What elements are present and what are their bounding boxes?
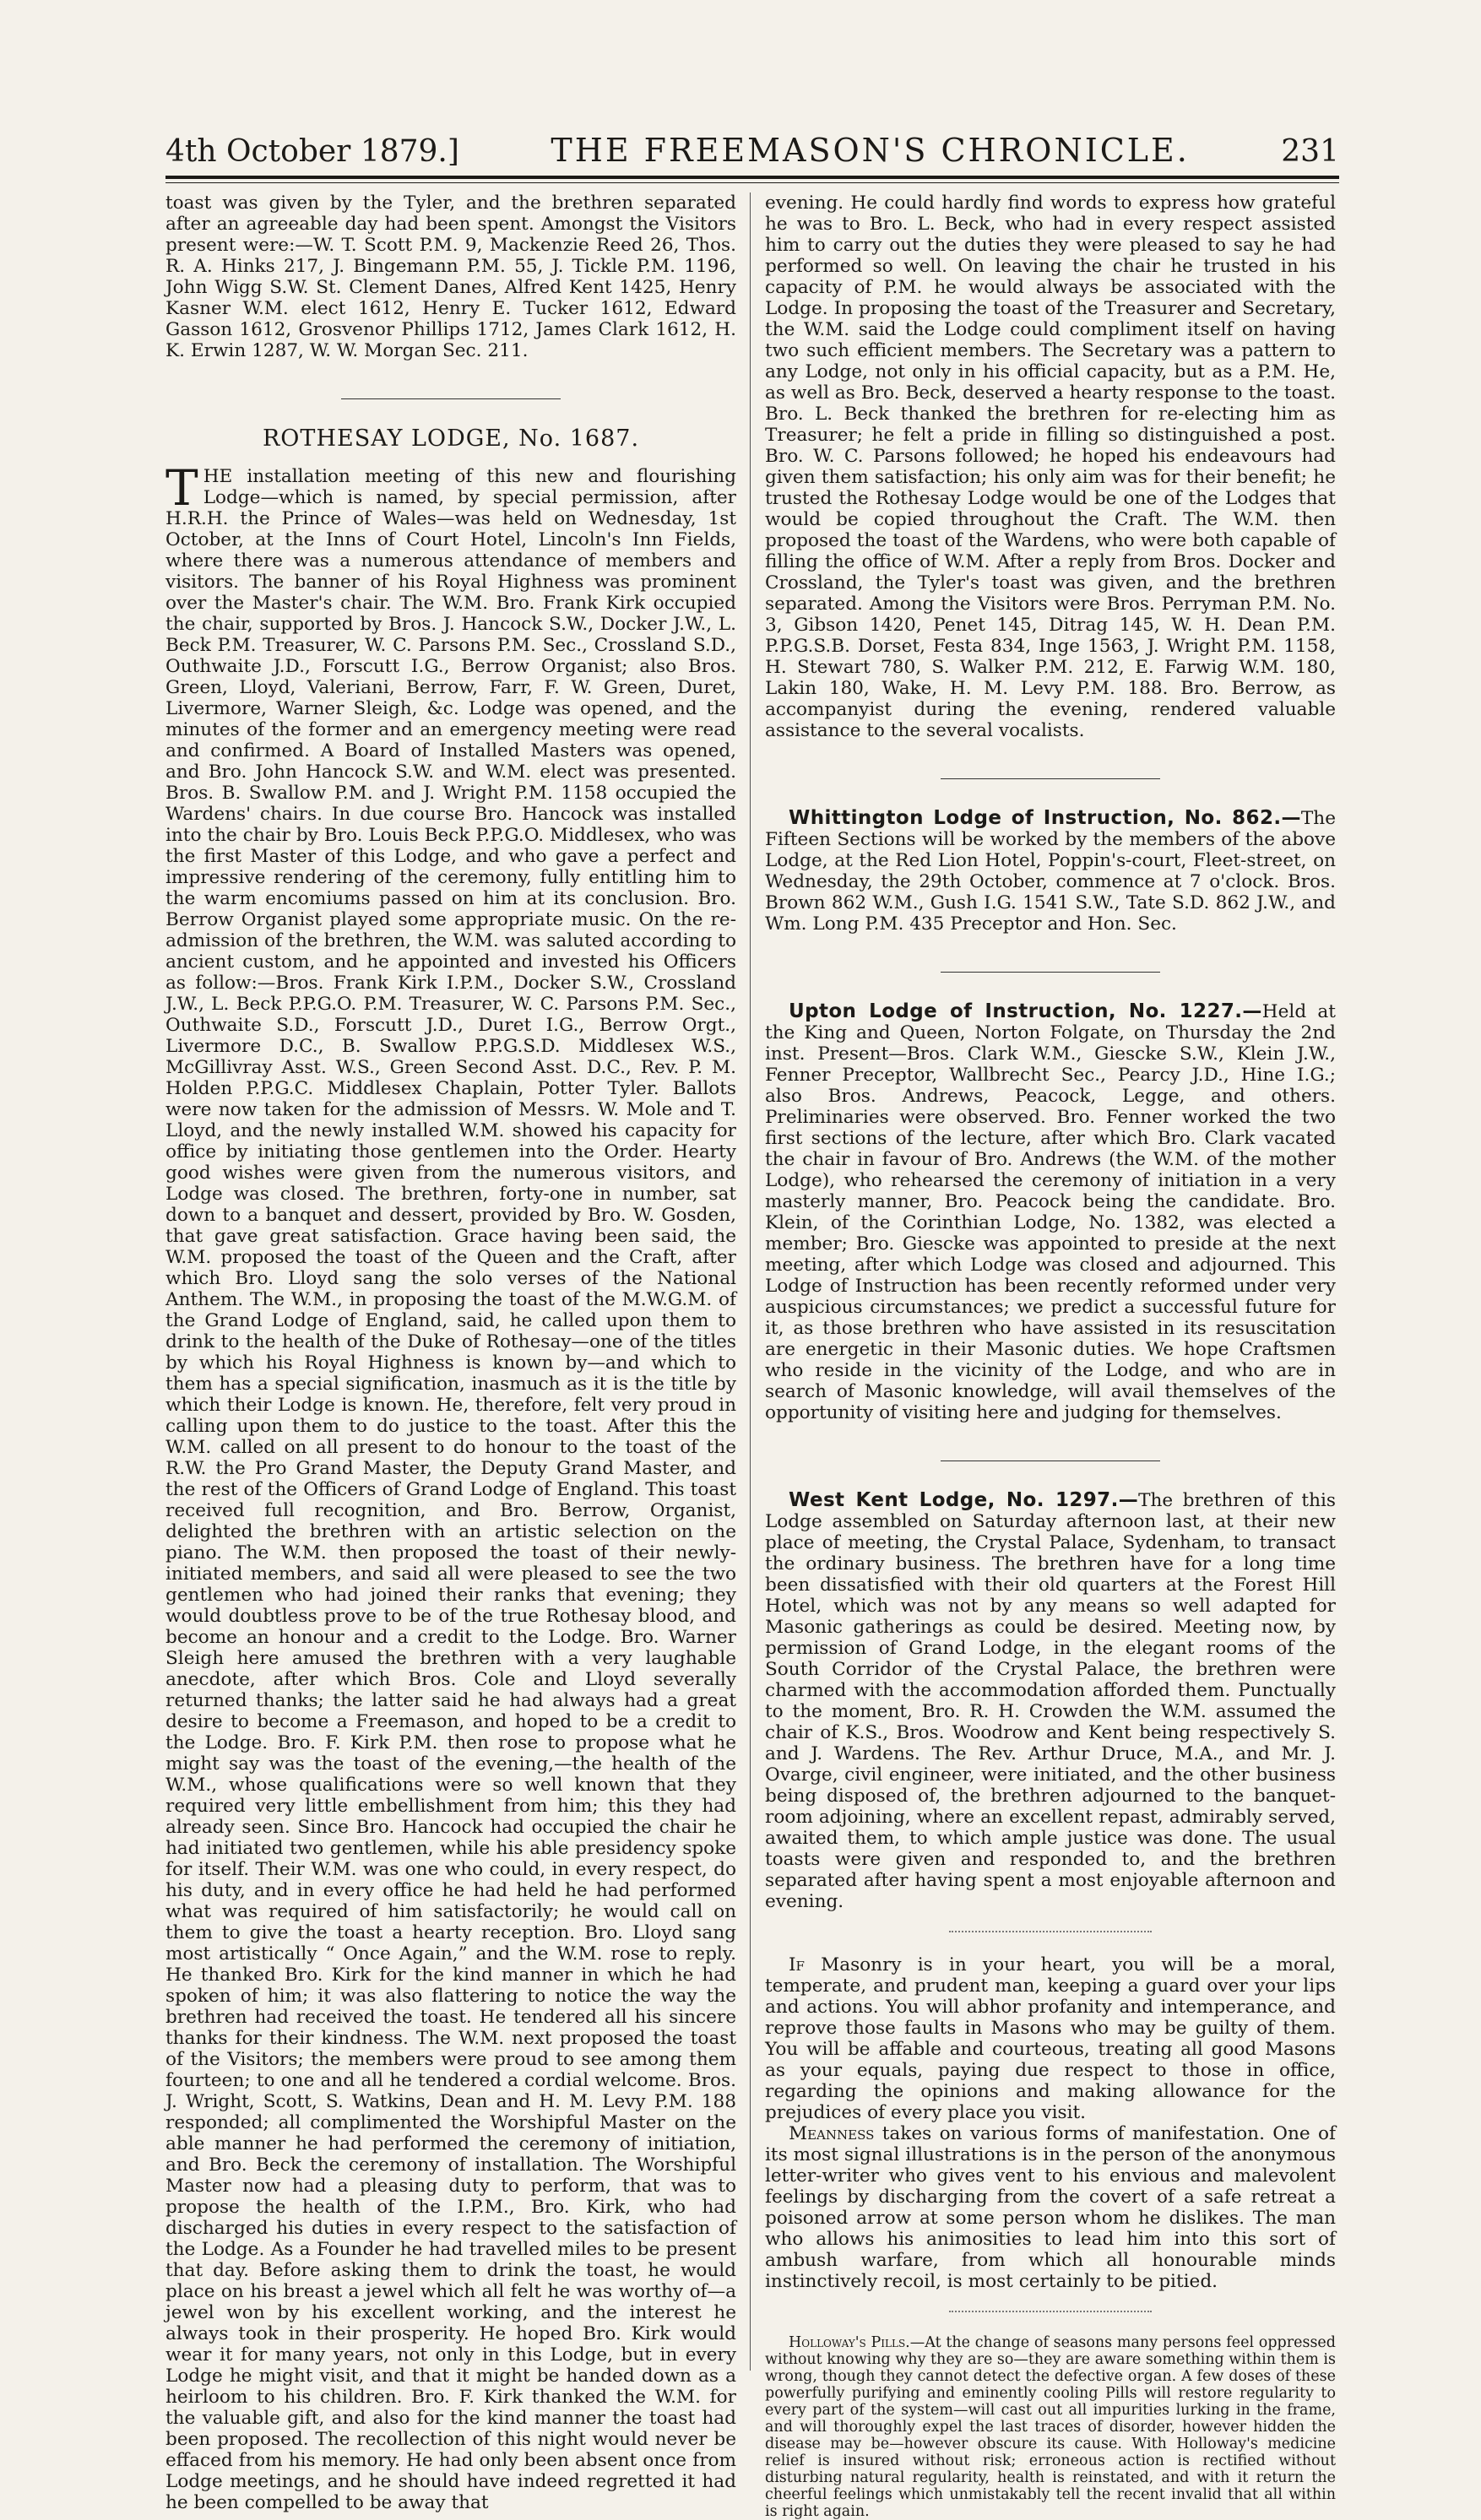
whittington-lodge-body: The Fifteen Sections will be worked by the members of the above Lodge, at the Red Lion Hotel, Poppin's-court, Fleet-street, on Wednesday, the 29th October, commence at 7 o'clock. Bros. Brown 862 W.M., Gush I.G. 1541 S.W., Tate S.D. 862 J.W., and Wm. Long P.M. 435 Preceptor and Hon. Sec.: [765, 808, 1336, 935]
rothesay-lodge-body: HE installation meeting of this new and flourishing Lodge—which is named, by special permission, after H.R.H. the Prince of Wales—was held on Wednesday, 1st October, at the Inns of Court Hotel, Lincoln's Inn Fields, where there was a numerous attendance of members and visitors. The banner of his Royal Highness was prominent over the Master's chair. The W.M. Bro. Frank Kirk occupied the chair, supported by Bros. J. Hancock S.W., Docker J.W., L. Beck P.M. Treasurer, W. C. Parsons P.M. Sec., Crossland S.D., Outhwaite J.D., Forscutt I.G., Berrow Organist; also Bros. Green, Lloyd, Valeriani, Berrow, Farr, F. W. Green, Duret, Livermore, Warner Sleigh, &c. Lodge was opened, and the minutes of the former and an emergency meeting were read and confirmed. A Board of Installed Masters was opened, and Bro. John Hancock S.W. and W.M. elect was presented. Bros. B. Swallow P.M. and J. Wright P.M. 1158 occupied the Wardens' chairs. In due course Bro. Hancock was installed into the chair by Bro. Louis Beck P.P.G.O. Middlesex, who was the first Master of this Lodge, and who gave a perfect and impressive rendering of the ceremony, fully entitling him to the warm encomiums passed on him at its conclusion. Bro. Berrow Organist played some appropriate music. On the re-admission of the brethren, the W.M. was saluted according to ancient custom, and he appointed and invested his Officers as follow:—Bros. Frank Kirk I.P.M., Docker S.W., Crossland J.W., L. Beck P.P.G.O. P.M. Treasurer, W. C. Parsons P.M. Sec., Outhwaite S.D., Forscutt J.D., Duret I.G., Berrow Orgt., Livermore D.C., B. Swallow P.P.G.S.D. Middlesex W.S., McGillivray Asst. W.S., Green Second Asst. D.C., Rev. P. M. Holden P.P.G.C. Middlesex Chaplain, Potter Tyler. Ballots were now taken for the admission of Messrs. W. Mole and T. Lloyd, and the newly installed W.M. showed his capacity for office by initiating those gentlemen into the Order. Hearty good wishes were given from the numerous visitors, and Lodge was closed. The brethren, forty-one in number, sat down to a banquet and dessert, provided by Bro. W. Gosden, that gave great satisfaction. Grace having been said, the W.M. proposed the toast of the Queen and the Craft, after which Bro. Lloyd sang the solo verses of the National Anthem. The W.M., in proposing the toast of the M.W.G.M. of the Grand Lodge of England, said, he called upon them to drink to the health of the Duke of Rothesay—one of the titles by which his Royal Highness is known by—and which to them has a special signification, inasmuch as it is the title by which their Lodge is known. He, therefore, felt very proud in calling upon them to do justice to the toast. After this the W.M. called on all present to do honour to the toast of the R.W. the Pro Grand Master, the Deputy Grand Master, and the rest of the Officers of Grand Lodge of England. This toast received full recognition, and Bro. Berrow, Organist, delighted the brethren with an artistic selection on the piano. The W.M. then proposed the toast of their newly-initiated members, and said all were pleased to see the two gentlemen who had joined their ranks that evening; they would doubtless prove to be of the true Rothesay blood, and become an honour and a credit to the Lodge. Bro. Warner Sleigh here amused the brethren with a very laughable anecdote, after which Bros. Cole and Lloyd severally returned thanks; the latter said he had always had a great desire to become a Freemason, and hoped to be a credit to the Lodge. Bro. F. Kirk P.M. then rose to propose what he might say was the toast of the evening,—the health of the W.M., whose qualifications were so well known that they required very little embellishment from him; this they had already seen. Since Bro. Hancock had occupied the chair he had initiated two gentlemen, while his able presidency spoke for itself. Their W.M. was one who could, in every respect, do his duty, and in every office he had held he had performed what was required of him satisfactorily; he would call on them to give the toast a hearty reception. Bro. Lloyd sang most artistically “ Once Again,” and the W.M. rose to reply. He thanked Bro. Kirk for the kind manner in which he had spoken of him; it was also flattering to notice the way the brethren had received the toast. He tendered all his sincere thanks for their kindness. The W.M. next proposed the toast of the Visitors; the members were proud to see among them fourteen; to one and all he tendered a cordial welcome. Bros. J. Wright, Scott, S. Watkins, Dean and H. M. Levy P.M. 188 responded; all complimented the Worshipful Master on the able manner he had performed the ceremony of initiation, and Bro. Beck the ceremony of installation. The Worshipful Master now had a pleasing duty to perform, that was to propose the health of the I.P.M., Bro. Kirk, who had discharged his duties in every respect to the satisfaction of the Lodge. As a Founder he had travelled miles to be present that day. Before asking them to drink the toast, he would place on his breast a jewel which all felt he was worthy of—a jewel won by his excellent working, and the interest he always took in their prosperity. He hoped Bro. Kirk would wear it for many years, not only in this Lodge, but in every Lodge he might visit, and that it might be handed down as a heirloom to his children. Bro. F. Kirk thanked the W.M. for the valuable gift, and also for the kind manner the toast had been proposed. The recollection of this night would never be effaced from his memory. He had only been absent once from Lodge meetings, and he should have indeed regretted it had he been compelled to be away that: [165, 466, 736, 2513]
masonry-lead: If: [789, 1954, 805, 1975]
whittington-lodge-notice: [765, 808, 1336, 935]
masonry-paragraph: [765, 1954, 1336, 2123]
holloway-advertisement: [765, 2334, 1336, 2520]
rothesay-lodge-heading: ROTHESAY LODGE, No. 1687.: [262, 425, 640, 452]
meanness-paragraph: [765, 2123, 1336, 2292]
page-number: 231: [1281, 134, 1339, 169]
section-divider: [341, 398, 561, 399]
rothesay-lodge-report: [165, 459, 736, 2513]
west-kent-lodge-heading: West Kent Lodge, No. 1297.—: [789, 1489, 1139, 1511]
holloway-body: —At the change of seasons many persons feel oppressed without knowing why they are so—they are aware something within them is wrong, though they cannot detect the defective organ. A few doses of these powerfully purifying and eminently cooling Pills will restore regularity to every part of the system—will cast out all impurities lurking in the frame, and will thoroughly expel the last traces of disorder, however hidden the disease may be—however obscure its cause. With Holloway's medicine relief is insured without risk; erroneous action is rectified without disturbing natural regularity, health is reinstated, and with it return the cheerful feelings which unmistakably tell the recent invalid that all within is right again.: [765, 2334, 1336, 2520]
dotted-divider: [949, 1931, 1152, 1932]
right-column: [765, 192, 1336, 2520]
left-column: [165, 192, 736, 2513]
meanness-lead: Meanness: [789, 2123, 875, 2144]
whittington-lodge-heading: Whittington Lodge of Instruction, No. 862.—: [789, 807, 1301, 829]
west-kent-lodge-notice: [765, 1490, 1336, 1912]
upton-lodge-body: Held at the King and Queen, Norton Folgate, on Thursday the 2nd inst. Present—Bros. Clark W.M., Giescke S.W., Klein J.W., Fenner Preceptor, Wallbrecht Sec., Pearcy J.D., Hine I.G.; also Bros. Andrews, Peacock, Legge, and others. Preliminaries were observed. Bro. Fenner worked the two first sections of the lecture, after which Bro. Clark vacated the chair in favour of Bro. Andrews (the W.M. of the mother Lodge), who rehearsed the ceremony of initiation in a very masterly manner, Bro. Peacock being the candidate. Bro. Klein, of the Corinthian Lodge, No. 1382, was elected a member; Bro. Giescke was appointed to preside at the next meeting, after which Lodge was closed and adjourned. This Lodge of Instruction has been recently reformed under very auspicious circumstances; we predict a successful future for it, as those brethren who have assisted in its resuscitation are energetic in their Masonic duties. We hope Craftsmen who reside in the vicinity of the Lodge, and who are in search of Masonic knowledge, will avail themselves of the opportunity of visiting here and judging for themselves.: [765, 1001, 1336, 1423]
rothesay-report-continuation: evening. He could hardly find words to express how grateful he was to Bro. L. Beck, who had in every respect assisted him to carry out the duties they were pleased to say he had performed so well. On leaving the chair he trusted in his capacity of P.M. he would always be associated with the Lodge. In proposing the toast of the Treasurer and Secretary, the W.M. said the Lodge could compliment itself on having two such efficient members. The Secretary was a pattern to any Lodge, not only in his official capacity, but as a P.M. He, as well as Bro. Beck, deserved a hearty response to the toast. Bro. L. Beck thanked the brethren for re-electing him as Treasurer; he felt a pride in filling so distinguished a post. Bro. W. C. Parsons followed; he hoped his endeavours had given them satisfaction; his only aim was for their benefit; he trusted the Rothesay Lodge would be one of the Lodges that would be copied throughout the Craft. The W.M. then proposed the toast of the Wardens, who were both capable of filling the office of W.M. After a reply from Bros. Docker and Crossland, the Tyler's toast was given, and the brethren separated. Among the Visitors were Bros. Perryman P.M. No. 3, Gibson 1420, Penet 145, Ditrag 145, W. H. Dean P.M. P.P.G.S.B. Dorset, Festa 834, Inge 1563, J. Wright P.M. 1158, H. Stewart 780, S. Walker P.M. 212, E. Farwig W.M. 180, Lakin 180, Wake, H. M. Levy P.M. 188. Bro. Berrow, as accompanyist during the evening, rendered valuable assistance to the several vocalists.: [765, 192, 1336, 741]
drop-cap: T: [165, 459, 198, 517]
previous-report-ending: toast was given by the Tyler, and the brethren separated after an agreeable day had been spent. Amongst the Visitors present were:—W. T. Scott P.M. 9, Mackenzie Reed 26, Thos. R. A. Hinks 217, J. Bingemann P.M. 55, J. Tickle P.M. 1196, John Wigg S.W. St. Clement Danes, Alfred Kent 1425, Henry Kasner W.M. elect 1612, Henry E. Tucker 1612, Edward Gasson 1612, Grosvenor Phillips 1712, James Clark 1612, H. K. Erwin 1287, W. W. Morgan Sec. 211.: [165, 192, 736, 361]
upton-lodge-notice: [765, 1001, 1336, 1423]
issue-date: 4th October 1879.]: [165, 134, 459, 169]
masonry-body: Masonry is in your heart, you will be a moral, temperate, and prudent man, keeping a guard over your lips and actions. You will abhor profanity and intemperance, and reprove those faults in Masons who may be guilty of them. You will be affable and courteous, treating all good Masons as your equals, paying due respect to those in office, regarding the opinions and making allowance for the prejudices of every place you visit.: [765, 1954, 1336, 2123]
meanness-body: takes on various forms of manifestation. One of its most signal illustrations is in the person of the anonymous letter-writer who gives vent to his envious and malevolent feelings by discharging from the covert of a safe retreat a poisoned arrow at some person whom he dislikes. The man who allows his animosities to lead him into this sort of ambush warfare, from which all honourable minds instinctively recoil, is most certainly to be pitied.: [765, 2123, 1336, 2292]
publication-title: THE FREEMASON'S CHRONICLE.: [551, 132, 1190, 169]
upton-lodge-heading: Upton Lodge of Instruction, No. 1227.—: [789, 1000, 1262, 1022]
west-kent-lodge-body: The brethren of this Lodge assembled on Saturday afternoon last, at their new place of meeting, the Crystal Palace, Sydenham, to transact the ordinary business. The brethren have for a long time been dissatisfied with their old quarters at the Forest Hill Hotel, which was not by any means so well adapted for Masonic gatherings as could be desired. Meeting now, by permission of Grand Lodge, in the elegant rooms of the South Corridor of the Crystal Palace, the brethren were charmed with the accommodation afforded them. Punctually to the moment, Bro. R. H. Crowden the W.M. assumed the chair of K.S., Bros. Woodrow and Kent being respectively S. and J. Wardens. The Rev. Arthur Druce, M.A., and Mr. J. Ovarge, civil engineer, were initiated, and the other business being disposed of, the brethren adjourned to the banquet-room adjoining, where an excellent repast, admirably served, awaited them, to which ample justice was done. The usual toasts were given and responded to, and the brethren separated after having spent a most enjoyable afternoon and evening.: [765, 1490, 1336, 1912]
masthead: [165, 118, 1339, 169]
masthead-rule-thick: [165, 176, 1339, 179]
masthead-rule-thin: [165, 182, 1339, 183]
holloway-lead: Holloway's Pills.: [789, 2334, 910, 2351]
column-divider: [750, 192, 751, 2371]
dotted-divider: [949, 2311, 1152, 2312]
